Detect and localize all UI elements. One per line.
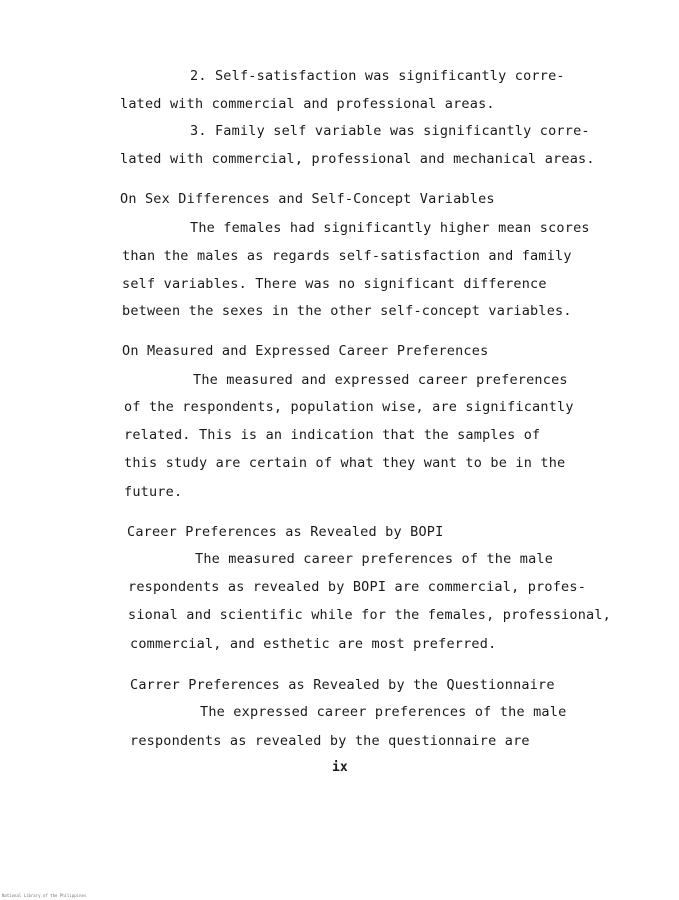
text-line: related. This is an indication that the samples of: [124, 427, 541, 443]
text-line: self variables. There was no significant difference: [122, 276, 547, 292]
text-line: this study are certain of what they want to be in the: [124, 455, 566, 471]
text-line: between the sexes in the other self-concept variables.: [122, 303, 572, 319]
text-line: of the respondents, population wise, are significantly: [124, 399, 574, 415]
text-line: respondents as revealed by BOPI are commercial, profes-: [128, 579, 587, 595]
text-line: The measured and expressed career preferences: [193, 372, 568, 388]
text-line: The expressed career preferences of the male: [200, 704, 567, 720]
text-line: sional and scientific while for the females, professional,: [128, 607, 612, 623]
text-line: 2. Self-satisfaction was significantly corre-: [190, 68, 565, 84]
text-line: lated with commercial and professional areas.: [120, 96, 495, 112]
text-line: respondents as revealed by the questionnaire are: [130, 733, 530, 749]
page-number: ix: [332, 760, 348, 775]
text-line: The measured career preferences of the male: [195, 551, 554, 567]
footer-library-note: National Library of the Philippines: [2, 893, 87, 898]
text-line: than the males as regards self-satisfaction and family: [122, 248, 572, 264]
text-line: The females had significantly higher mean scores: [190, 220, 590, 236]
text-line: 3. Family self variable was significantly corre-: [190, 123, 590, 139]
section-heading: Carrer Preferences as Revealed by the Questionnaire: [130, 677, 555, 693]
text-line: lated with commercial, professional and mechanical areas.: [120, 151, 595, 167]
section-heading: On Measured and Expressed Career Preferences: [122, 343, 489, 359]
text-line: future.: [124, 484, 183, 500]
section-heading: On Sex Differences and Self-Concept Variables: [120, 191, 495, 207]
text-line: commercial, and esthetic are most preferred.: [130, 636, 497, 652]
section-heading: Career Preferences as Revealed by BOPI: [127, 524, 444, 540]
